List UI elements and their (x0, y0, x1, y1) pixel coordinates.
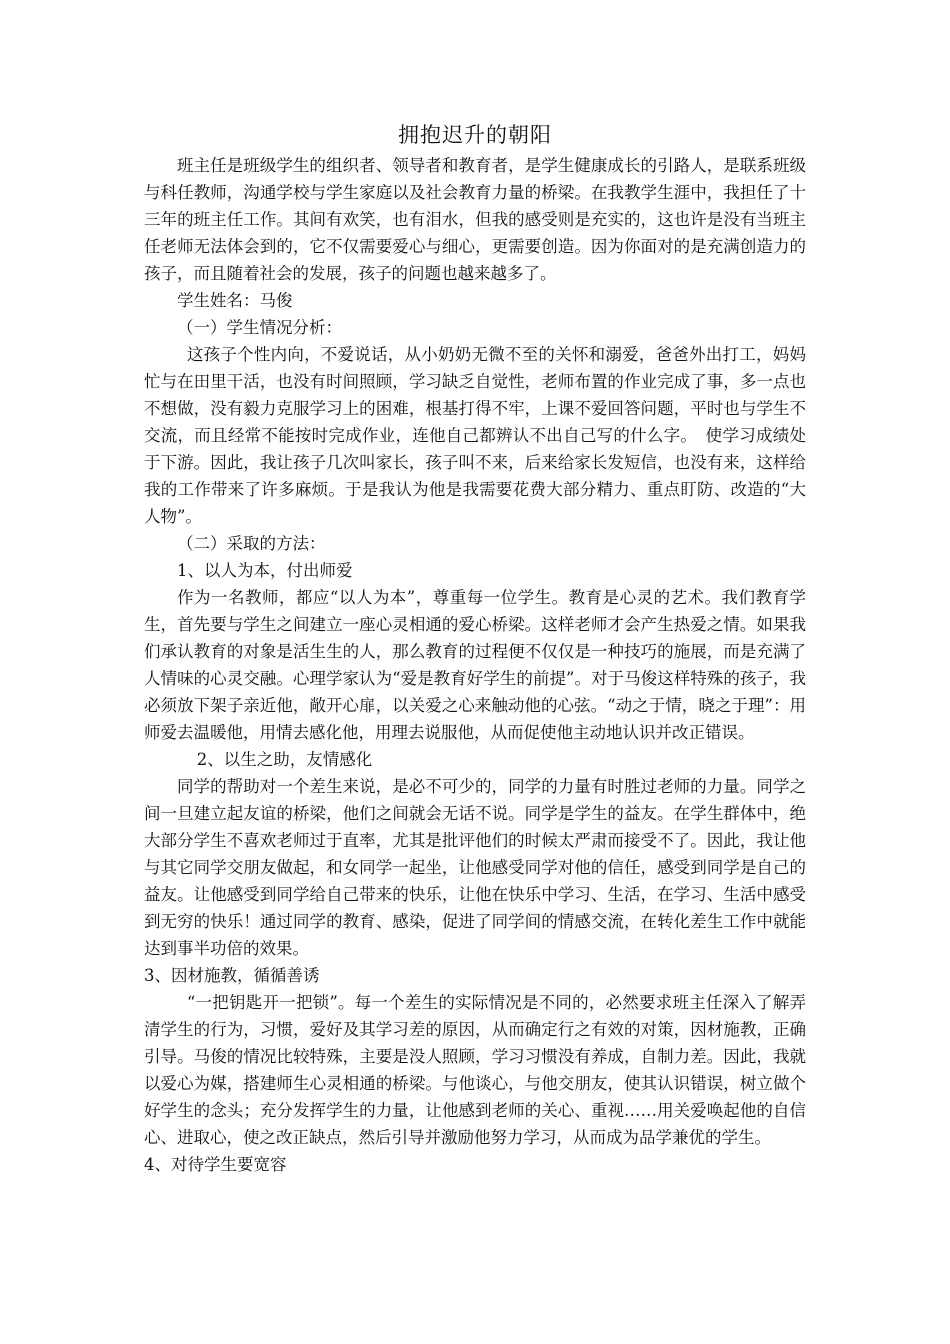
document-body (144, 118, 806, 1178)
student-name-line: 学生姓名：马俊 (177, 291, 293, 310)
method2-paragraph: 同学的帮助对一个差生来说，是必不可少的，同学的力量有时胜过老师的力量。同学之间一旦建立起友谊的桥梁，他们之间就会无话不说。同学是学生的益友。在学生群体中，绝大部分学生不喜欢老师过于直率，尤其是批评他们的时候太严肃而接受不了。因此，我让他与其它同学交朋友做起，和女同学一起坐，让他感受同学对他的信任，感受到同学是自己的益友。让他感受到同学给自己带来的快乐，让他在快乐中学习、生活，在学习、生活中感受到无穷的快乐！通过同学的教育、感染，促进了同学间的情感交流，在转化差生工作中就能达到事半功倍的效果。 (144, 777, 806, 958)
method2-heading: 2、以生之助，友情感化 (196, 750, 373, 769)
method3-paragraph: “一把钥匙开一把锁”。每一个差生的实际情况是不同的，必然要求班主任深入了解弄清学生的行为，习惯，爱好及其学习差的原因，从而确定行之有效的对策，因材施教，正确引导。马俊的情况比较特殊，主要是没人照顾，学习习惯没有养成，自制力差。因此，我就以爱心为媒，搭建师生心灵相通的桥梁。与他谈心，与他交朋友，使其认识错误，树立做个好学生的念头；充分发挥学生的力量，让他感到老师的关心、重视……用关爱唤起他的自信心、进取心，使之改正缺点，然后引导并激励他努力学习，从而成为品学兼优的学生。 (144, 993, 806, 1147)
section1-paragraph: 这孩子个性内向，不爱说话，从小奶奶无微不至的关怀和溺爱，爸爸外出打工，妈妈忙与在田里干活，也没有时间照顾，学习缺乏自觉性，老师布置的作业完成了事，多一点也不想做，没有毅力克服学习上的困难，根基打得不牢，上课不爱回答问题，平时也与学生不交流，而且经常不能按时完成作业，连他自己都辨认不出自己写的什么字。 使学习成绩处于下游。因此，我让孩子几次叫家长，孩子叫不来，后来给家长发短信，也没有来，这样给我的工作带来了许多麻烦。于是我认为他是我需要花费大部分精力、重点盯防、改造的“大人物”。 (144, 345, 806, 526)
method1-paragraph: 作为一名教师，都应“以人为本”，尊重每一位学生。教育是心灵的艺术。我们教育学生，首先要与学生之间建立一座心灵相通的爱心桥梁。这样老师才会产生热爱之情。如果我们承认教育的对象是活生生的人，那么教育的过程便不仅仅是一种技巧的施展，而是充满了人情味的心灵交融。心理学家认为“爱是教育好学生的前提”。对于马俊这样特殊的孩子，我必须放下架子亲近他，敞开心扉，以关爱之心来触动他的心弦。“动之于情，晓之于理”：用师爱去温暖他，用情去感化他，用理去说服他，从而促使他主动地认识并改正错误。 (144, 588, 806, 742)
method1-heading: 1、以人为本，付出师爱 (177, 561, 353, 580)
section1-heading: （一）学生情况分析： (177, 318, 342, 337)
method3-heading: 3、因材施教，循循善诱 (144, 966, 320, 985)
document-title: 拥抱迟升的朝阳 (398, 123, 552, 147)
method4-heading: 4、对待学生要宽容 (144, 1155, 287, 1174)
section2-heading: （二）采取的方法： (177, 534, 326, 553)
intro-paragraph: 班主任是班级学生的组织者、领导者和教育者，是学生健康成长的引路人，是联系班级与科任教师，沟通学校与学生家庭以及社会教育力量的桥梁。在我教学生涯中，我担任了十三年的班主任工作。其间有欢笑，也有泪水，但我的感受则是充实的，这也许是没有当班主任老师无法体会到的，它不仅需要爱心与细心，更需要创造。因为你面对的是充满创造力的孩子，而且随着社会的发展，孩子的问题也越来越多了。 (144, 156, 806, 283)
